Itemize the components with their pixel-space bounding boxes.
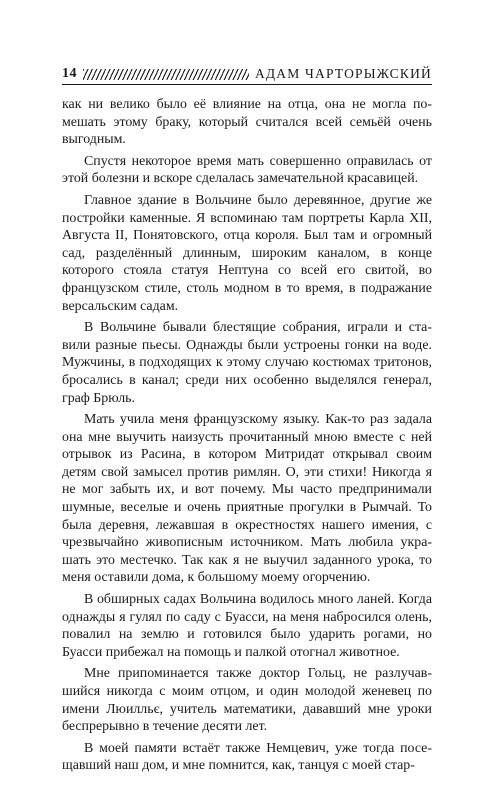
paragraph-1: как ни велико было её влияние на отца, она не могла помешать этому браку, который считался всей семьёй очень выгодным. — [62, 97, 432, 148]
header-rule — [62, 84, 432, 85]
paragraph-3: Главное здание в Вольчине было деревянное, другие же постройки каменные. Я вспоминаю там портреты Карла XII, Августа II, Понятовского, отца короля. Был там и огромный сад, разделённый длинным, широким каналом, в конце которого стояла статуя Нептуна со всей его свитой, во французском стиле, столь модном в то время, в подражание версальским садам. — [62, 192, 432, 314]
paragraph-8: В моей памяти встаёт также Немцевич, уже тогда посещавший наш дом, и мне помнится, как, танцуя с моей стар- — [62, 740, 432, 774]
body-text — [62, 96, 432, 775]
paragraph-7: Мне припоминается также доктор Гольц, не разлучавшийся никогда с моим отцом, и один молодой женевец по имени Люилльє, учитель математики, дававший мне уроки беспрерывно в течение десяти лет. — [62, 666, 432, 735]
paragraph-4: В Вольчине бывали блестящие собрания, играли и ставили разные пьесы. Однажды были устроены гонки на воде. Мужчины, в подходящих к этому случаю костюмах тритонов, бросались в канал; среди них особенно выделялся генерал, граф Брюль. — [62, 320, 432, 406]
paragraph-6: В обширных садах Вольчина водилось много ланей. Когда однажды я гулял по саду с Буасси, на меня набросился олень, повалил на землю и готовился было ударить рогами, но Буасси прибежал на помощь и палкой отогнал животное. — [62, 592, 432, 660]
running-head — [62, 64, 432, 84]
paragraph-2: Спустя некоторое время мать совершенно оправилась от этой болезни и вскоре сделалась замечательной красавицей. — [62, 153, 432, 187]
running-title: АДАМ ЧАРТОРЫЖСКИЙ — [254, 66, 432, 81]
paragraph-5: Мать учила меня французскому языку. Как-то раз задала она мне выучить наизусть прочитанный мною вместе с ней отрывок из Расина, в котором Митридат открывал своим детям свой замысел против римлян. О, эти стихи! Никогда я не мог забыть их, и вот почему. Мы часто предпринимали шумные, веселые и очень приятные прогулки в Рымчай. То была деревня, лежавшая в окрестностях нашего имения, с чрезвычайно живописным источником. Мать любила украшать это местечко. Так как я не выучил заданного урока, то меня оставили дома, к большому моему огорчению. — [62, 412, 432, 586]
page-number: 14 — [62, 66, 77, 81]
decorative-hatch-rule — [83, 69, 249, 80]
